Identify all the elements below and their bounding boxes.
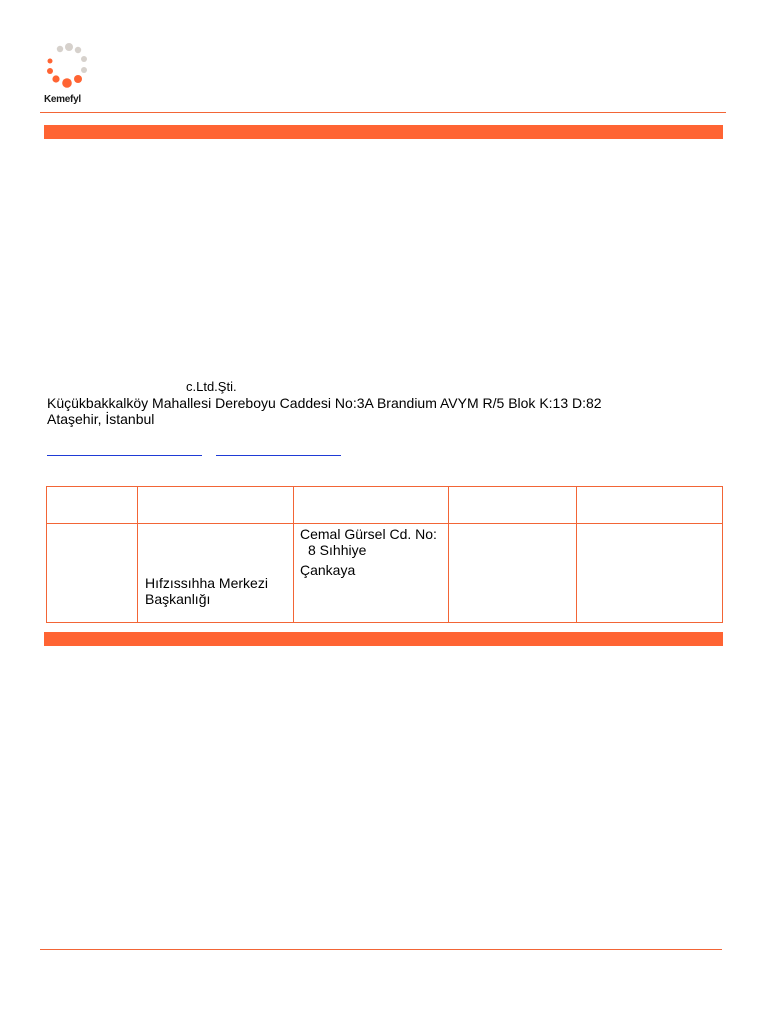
table-cell-address	[300, 526, 437, 578]
website-link[interactable]	[216, 455, 341, 456]
table-column-divider	[137, 487, 138, 622]
table-column-divider	[576, 487, 577, 622]
top-accent-bar	[44, 125, 723, 139]
address-line-1: Küçükbakkalköy Mahallesi Dereboyu Caddesi No:3A Brandium AVYM R/5 Blok K:13 D:82	[47, 395, 602, 411]
table-column-divider	[448, 487, 449, 622]
address-line-2: Ataşehir, İstanbul	[47, 411, 155, 427]
institution-name-line-1: Hıfzıssıhha Merkezi	[145, 575, 268, 591]
address-city: Çankaya	[300, 562, 356, 578]
table-column-divider	[293, 487, 294, 622]
address-street: Cemal Gürsel Cd. No:	[300, 526, 437, 542]
company-name-suffix: c.Ltd.Şti.	[186, 379, 237, 394]
address-district: 8 Sıhhiye	[308, 542, 367, 558]
logo-dot-ring-icon	[44, 42, 94, 92]
table-header-divider	[47, 523, 722, 524]
header-divider	[40, 112, 726, 113]
table-cell-institution	[145, 575, 268, 607]
institution-name-line-2: Başkanlığı	[145, 591, 211, 607]
footer-divider	[40, 949, 722, 950]
info-table	[46, 486, 723, 623]
bottom-accent-bar	[44, 632, 723, 646]
company-logo	[44, 42, 94, 108]
email-link[interactable]	[47, 455, 202, 456]
company-address	[47, 395, 602, 427]
logo-wordmark: Kemefyl	[44, 94, 81, 105]
